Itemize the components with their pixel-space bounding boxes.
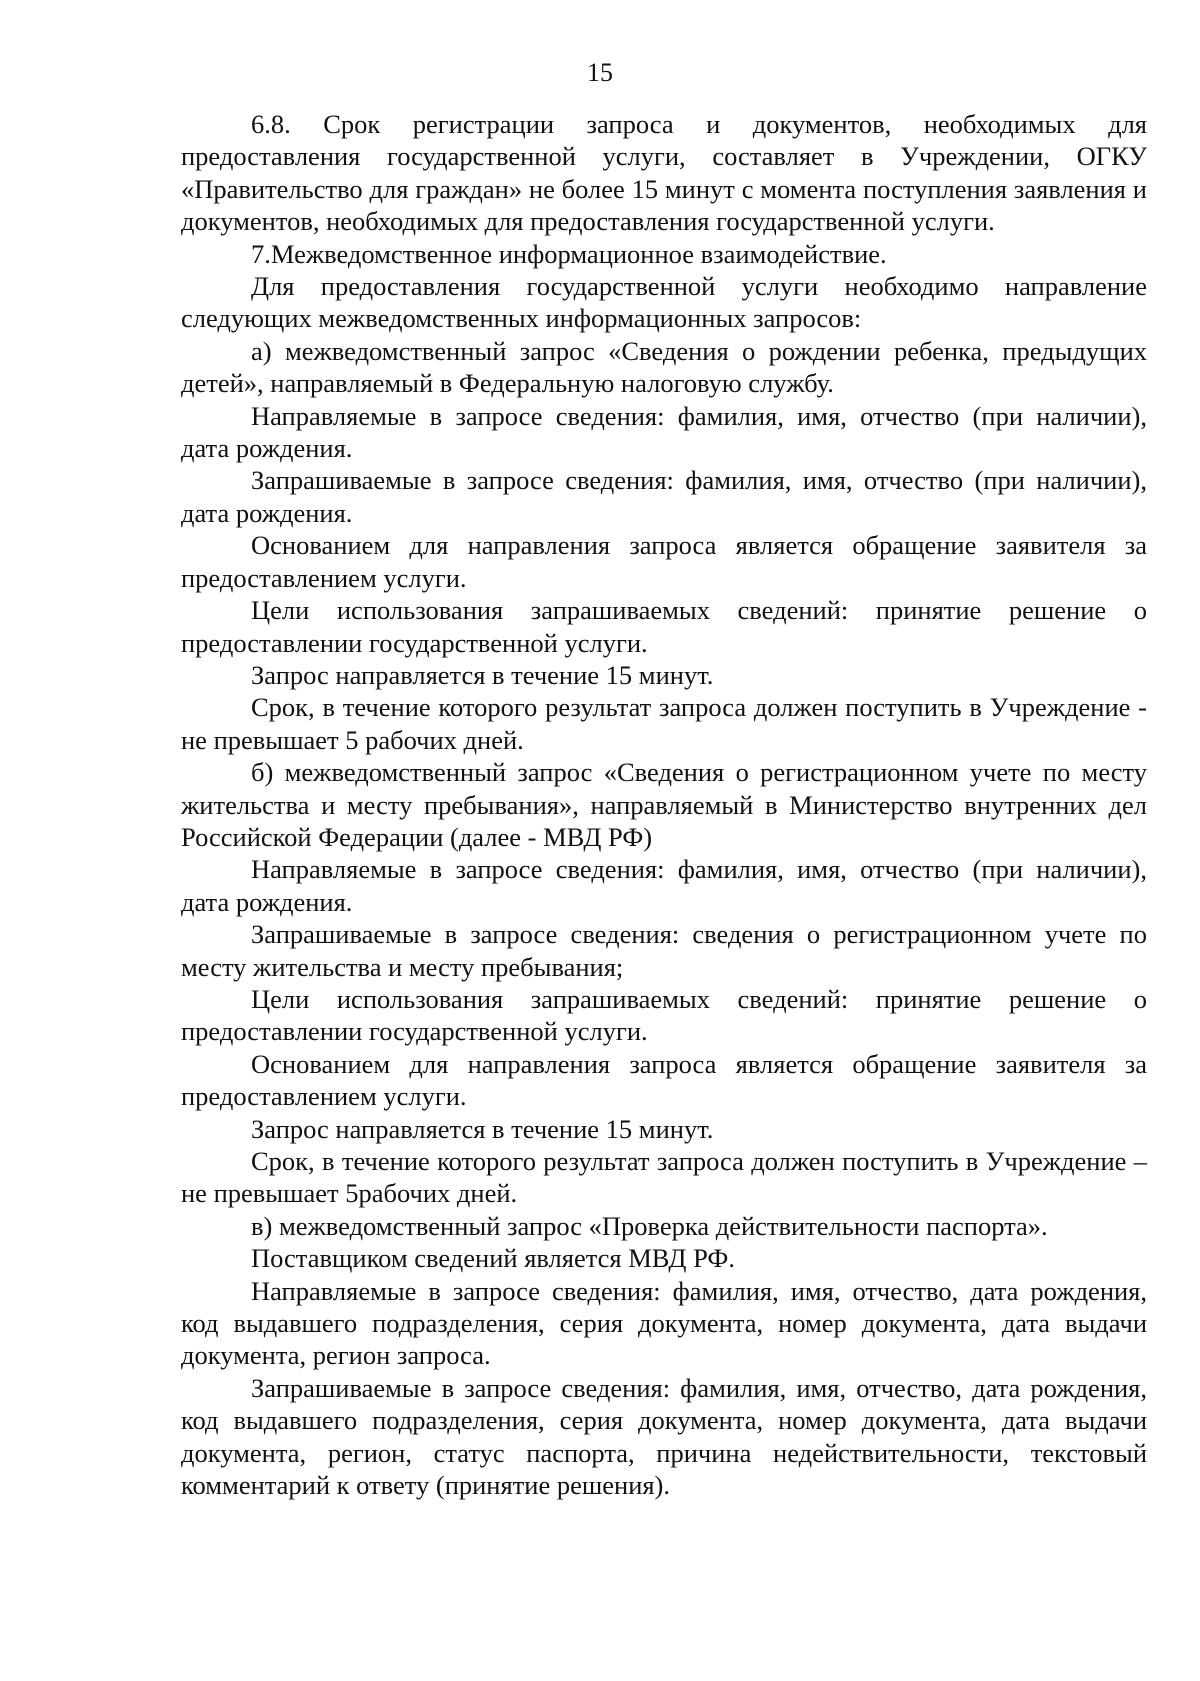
paragraph: Направляемые в запросе сведения: фамилия, имя, отчество, дата рождения, код выдавшего подразделения, серия документа, номер документа, дата выдачи документа, регион запроса.	[181, 1275, 1147, 1371]
list-item-b: б) межведомственный запрос «Сведения о регистрационном учете по месту жительства и месту пребывания», направляемый в Министерство внутренних дел Российской Федерации (далее - МВД РФ)	[181, 757, 1147, 852]
list-item-a: а) межведомственный запрос «Сведения о рождении ребенка, предыдущих детей», направляемый в Федеральную налоговую службу.	[181, 335, 1147, 399]
document-body	[181, 108, 1147, 1501]
paragraph: Цели использования запрашиваемых сведений: принятие решение о предоставлении государственной услуги.	[181, 983, 1147, 1047]
paragraph: Запрос направляется в течение 15 минут.	[251, 659, 714, 690]
paragraph: Основанием для направления запроса является обращение заявителя за предоставлением услуги.	[181, 530, 1147, 593]
list-item-v: в) межведомственный запрос «Проверка действительности паспорта».	[251, 1210, 1048, 1241]
paragraph: Поставщиком сведений является МВД РФ.	[251, 1243, 735, 1274]
paragraph: Запрос направляется в течение 15 минут.	[251, 1113, 714, 1144]
paragraph: Запрашиваемые в запросе сведения: фамилия, имя, отчество (при наличии), дата рождения.	[181, 465, 1147, 528]
page-number: 15	[587, 58, 613, 87]
paragraph: Цели использования запрашиваемых сведений: принятие решение о предоставлении государственной услуги.	[181, 595, 1147, 658]
paragraph: Срок, в течение которого результат запроса должен поступить в Учреждение – не превышает 5рабочих дней.	[181, 1146, 1147, 1209]
paragraph: Запрашиваемые в запросе сведения: сведения о регистрационном учете по месту жительства и месту пребывания;	[181, 919, 1147, 982]
paragraph-6-8: 6.8. Срок регистрации запроса и документов, необходимых для предоставления государственной услуги, составляет в Учреждении, ОГКУ «Правительство для граждан» не более 15 минут с момента поступления заявления и документов, необходимых для предоставления государственной услуги.	[181, 109, 1147, 237]
paragraph: Запрашиваемые в запросе сведения: фамилия, имя, отчество, дата рождения, код выдавшего подразделения, серия документа, номер документа, дата выдачи документа, регион, статус паспорта, причина недействительности, текстовый комментарий к ответу (принятие решения).	[181, 1372, 1147, 1501]
paragraph: Направляемые в запросе сведения: фамилия, имя, отчество (при наличии), дата рождения.	[181, 400, 1147, 464]
section-heading-7: 7.Межведомственное информационное взаимодействие.	[251, 238, 887, 269]
paragraph: Срок, в течение которого результат запроса должен поступить в Учреждение - не превышает 5 рабочих дней.	[181, 692, 1147, 755]
paragraph: Основанием для направления запроса является обращение заявителя за предоставлением услуги.	[181, 1048, 1147, 1112]
paragraph: Для предоставления государственной услуги необходимо направление следующих межведомственных информационных запросов:	[181, 271, 1147, 334]
paragraph: Направляемые в запросе сведения: фамилия, имя, отчество (при наличии), дата рождения.	[181, 854, 1147, 917]
